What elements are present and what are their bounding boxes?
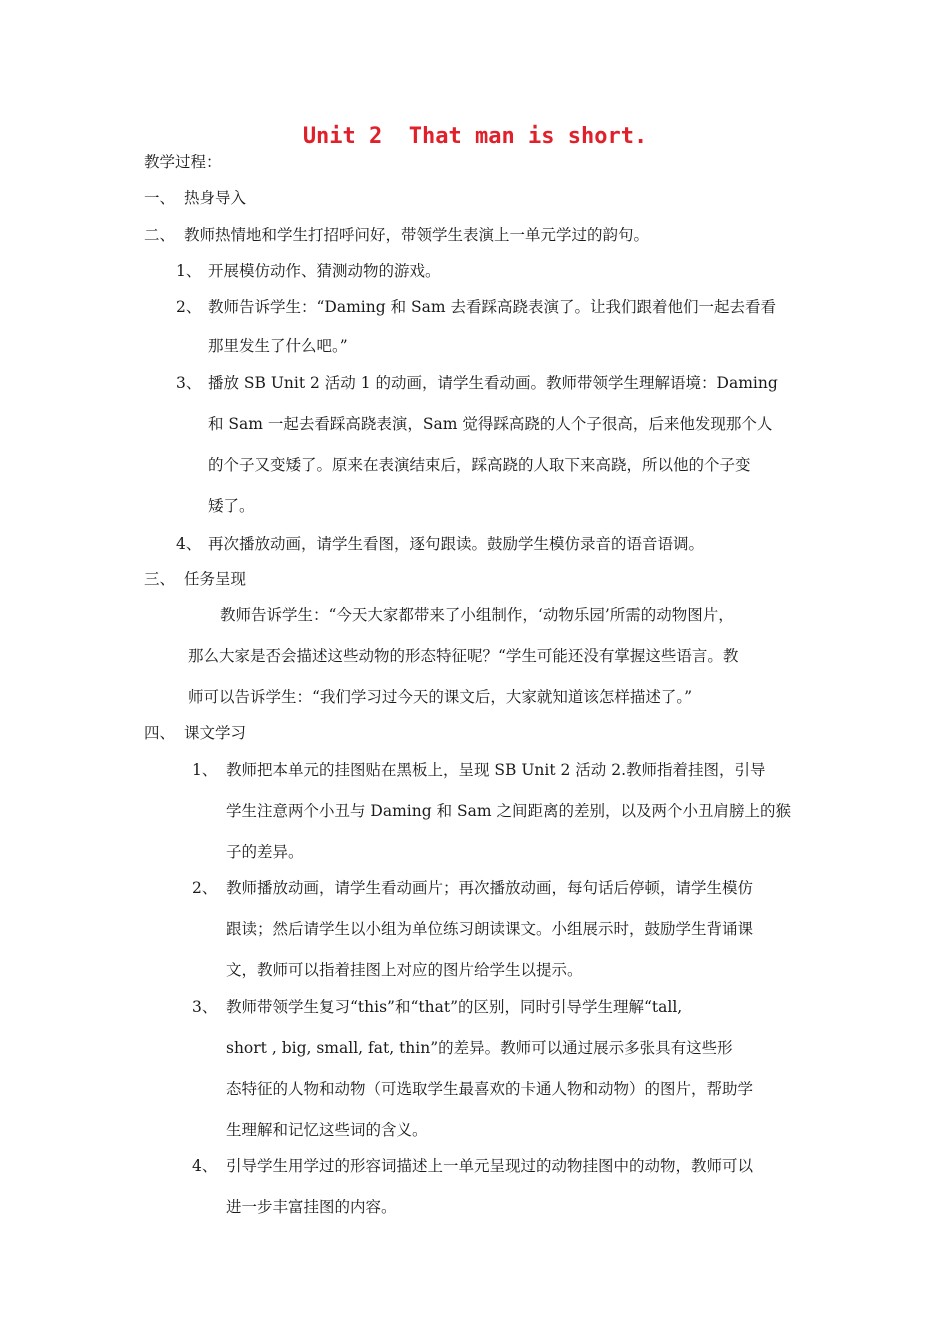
s2-item-3-line: 矮了。 bbox=[208, 497, 255, 515]
document-title: Unit 2 That man is short. bbox=[302, 124, 648, 149]
s2-item-2-number: 2、 bbox=[176, 298, 202, 316]
s4-item-2-line: 文，教师可以指着挂图上对应的图片给学生以提示。 bbox=[226, 961, 583, 979]
s4-item-3-number: 3、 bbox=[192, 998, 218, 1016]
section-4-title: 课文学习 bbox=[184, 724, 247, 742]
s4-item-2-line: 教师播放动画，请学生看动画片；再次播放动画，每句话后停顿，请学生模仿 bbox=[226, 879, 754, 897]
s2-item-3-line: 播放 SB Unit 2 活动 1 的动画，请学生看动画。教师带领学生理解语境：Daming bbox=[208, 374, 778, 392]
s3-paragraph-line: 教师告诉学生：“今天大家都带来了小组制作，‘动物乐园’所需的动物图片， bbox=[220, 606, 734, 624]
section-2-title: 教师热情地和学生打招呼问好，带领学生表演上一单元学过的韵句。 bbox=[184, 226, 650, 244]
s2-item-3-number: 3、 bbox=[176, 374, 202, 392]
s4-item-2-line: 跟读；然后请学生以小组为单位练习朗读课文。小组展示时，鼓励学生背诵课 bbox=[226, 920, 754, 938]
s2-item-4-number: 4、 bbox=[176, 535, 202, 553]
s4-item-3-line: 生理解和记忆这些词的含义。 bbox=[226, 1121, 428, 1139]
s2-item-4-line: 再次播放动画，请学生看图，逐句跟读。鼓励学生模仿录音的语音语调。 bbox=[208, 535, 705, 553]
s2-item-2-line: 教师告诉学生：“Daming 和 Sam 去看踩高跷表演了。让我们跟着他们一起去看看 bbox=[208, 298, 776, 316]
section-1-number: 一、 bbox=[144, 189, 176, 207]
s2-item-3-line: 和 Sam 一起去看踩高跷表演，Sam 觉得踩高跷的人个子很高，后来他发现那个人 bbox=[208, 415, 773, 433]
s4-item-1-line: 子的差异。 bbox=[226, 843, 304, 861]
section-4-number: 四、 bbox=[144, 724, 176, 742]
s4-item-3-line: 教师带领学生复习“this”和“that”的区别，同时引导学生理解“tall, bbox=[226, 998, 683, 1016]
s4-item-1-line: 学生注意两个小丑与 Daming 和 Sam 之间距离的差别，以及两个小丑肩膀上的猴 bbox=[226, 802, 791, 820]
s4-item-4-line: 引导学生用学过的形容词描述上一单元呈现过的动物挂图中的动物，教师可以 bbox=[226, 1157, 754, 1175]
s2-item-2-line: 那里发生了什么吧。” bbox=[208, 337, 348, 355]
s2-item-1-number: 1、 bbox=[176, 262, 202, 280]
s2-item-1-line: 开展模仿动作、猜测动物的游戏。 bbox=[208, 262, 441, 280]
s4-item-2-number: 2、 bbox=[192, 879, 218, 897]
section-2-number: 二、 bbox=[144, 226, 176, 244]
s3-paragraph-line: 那么大家是否会描述这些动物的形态特征呢？“学生可能还没有掌握这些语言。教 bbox=[188, 647, 739, 665]
process-label: 教学过程： bbox=[144, 153, 222, 171]
s4-item-1-number: 1、 bbox=[192, 761, 218, 779]
s3-paragraph-line: 师可以告诉学生：“我们学习过今天的课文后，大家就知道该怎样描述了。” bbox=[188, 688, 693, 706]
s4-item-4-number: 4、 bbox=[192, 1157, 218, 1175]
s4-item-3-line: short , big, small, fat, thin”的差异。教师可以通过展示多张具有这些形 bbox=[226, 1039, 733, 1057]
section-3-title: 任务呈现 bbox=[184, 570, 247, 588]
s4-item-3-line: 态特征的人物和动物（可选取学生最喜欢的卡通人物和动物）的图片，帮助学 bbox=[226, 1080, 754, 1098]
section-3-number: 三、 bbox=[144, 570, 176, 588]
section-1-title: 热身导入 bbox=[184, 189, 247, 207]
s2-item-3-line: 的个子又变矮了。原来在表演结束后，踩高跷的人取下来高跷，所以他的个子变 bbox=[208, 456, 751, 474]
s4-item-1-line: 教师把本单元的挂图贴在黑板上，呈现 SB Unit 2 活动 2.教师指着挂图，引导 bbox=[226, 761, 766, 779]
s4-item-4-line: 进一步丰富挂图的内容。 bbox=[226, 1198, 397, 1216]
